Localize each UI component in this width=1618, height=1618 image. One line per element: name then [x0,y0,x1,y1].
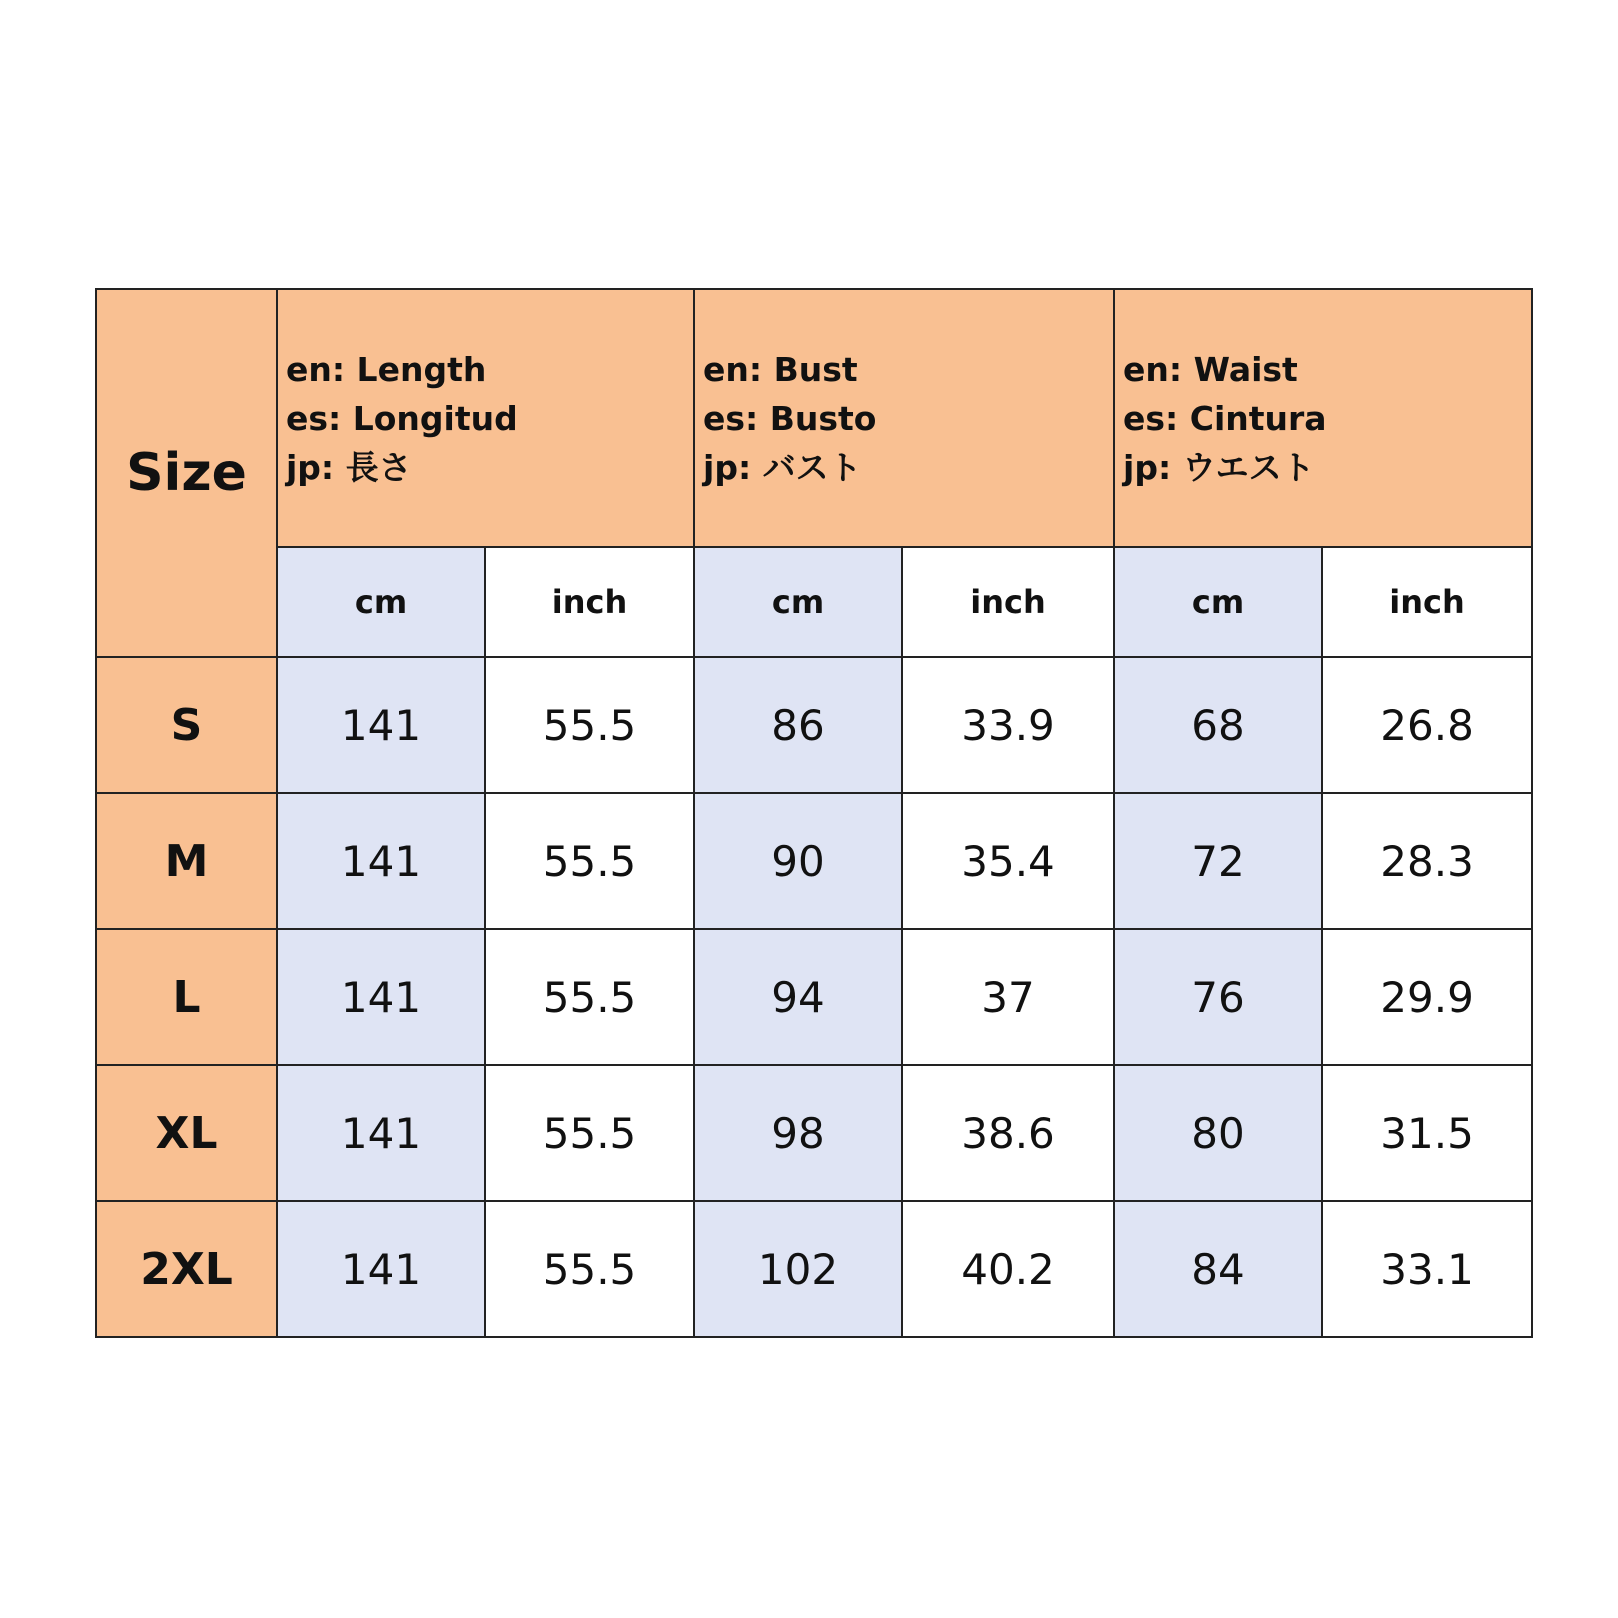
table-row [96,793,1532,929]
bust-inch-unit: inch [902,547,1114,657]
length-cm-value: 141 [277,657,485,793]
header-row [96,289,1532,547]
bust-cm-value: 90 [694,793,902,929]
waist-cm-value: 76 [1114,929,1322,1065]
table-row [96,929,1532,1065]
length-cm-value: 141 [277,793,485,929]
length-cm-value: 141 [277,929,485,1065]
size-label: L [96,929,277,1065]
unit-row [96,547,1532,657]
waist-inch-value: 26.8 [1322,657,1532,793]
bust-en-label: en: Bust [703,349,858,389]
bust-jp-label: jp: バスト [703,447,862,487]
bust-cm-unit: cm [694,547,902,657]
waist-cm-unit: cm [1114,547,1322,657]
waist-cm-value: 84 [1114,1201,1322,1337]
table-row [96,1201,1532,1337]
length-group-header [277,289,694,547]
length-en-label: en: Length [286,349,487,389]
bust-inch-value: 38.6 [902,1065,1114,1201]
waist-es-label: es: Cintura [1123,398,1327,438]
length-jp-label: jp: 長さ [286,447,412,487]
waist-cm-value: 72 [1114,793,1322,929]
waist-cm-value: 68 [1114,657,1322,793]
waist-en-label: en: Waist [1123,349,1298,389]
bust-cm-value: 102 [694,1201,902,1337]
length-cm-unit: cm [277,547,485,657]
bust-cm-value: 98 [694,1065,902,1201]
length-inch-value: 55.5 [485,1201,694,1337]
bust-group-header [694,289,1114,547]
table-row [96,1065,1532,1201]
waist-inch-value: 33.1 [1322,1201,1532,1337]
size-column-header: Size [96,289,277,657]
length-inch-value: 55.5 [485,793,694,929]
waist-inch-value: 31.5 [1322,1065,1532,1201]
table-row [96,657,1532,793]
bust-cm-value: 86 [694,657,902,793]
length-inch-value: 55.5 [485,929,694,1065]
size-label: S [96,657,277,793]
length-inch-value: 55.5 [485,1065,694,1201]
length-cm-value: 141 [277,1201,485,1337]
waist-cm-value: 80 [1114,1065,1322,1201]
waist-group-header [1114,289,1532,547]
length-es-label: es: Longitud [286,398,518,438]
bust-inch-value: 40.2 [902,1201,1114,1337]
length-inch-unit: inch [485,547,694,657]
waist-jp-label: jp: ウエスト [1123,447,1315,487]
length-cm-value: 141 [277,1065,485,1201]
size-chart-table [95,288,1533,1338]
bust-inch-value: 33.9 [902,657,1114,793]
size-label: 2XL [96,1201,277,1337]
bust-cm-value: 94 [694,929,902,1065]
size-label: M [96,793,277,929]
waist-inch-unit: inch [1322,547,1532,657]
bust-inch-value: 37 [902,929,1114,1065]
size-label: XL [96,1065,277,1201]
waist-inch-value: 29.9 [1322,929,1532,1065]
length-inch-value: 55.5 [485,657,694,793]
bust-inch-value: 35.4 [902,793,1114,929]
waist-inch-value: 28.3 [1322,793,1532,929]
bust-es-label: es: Busto [703,398,877,438]
